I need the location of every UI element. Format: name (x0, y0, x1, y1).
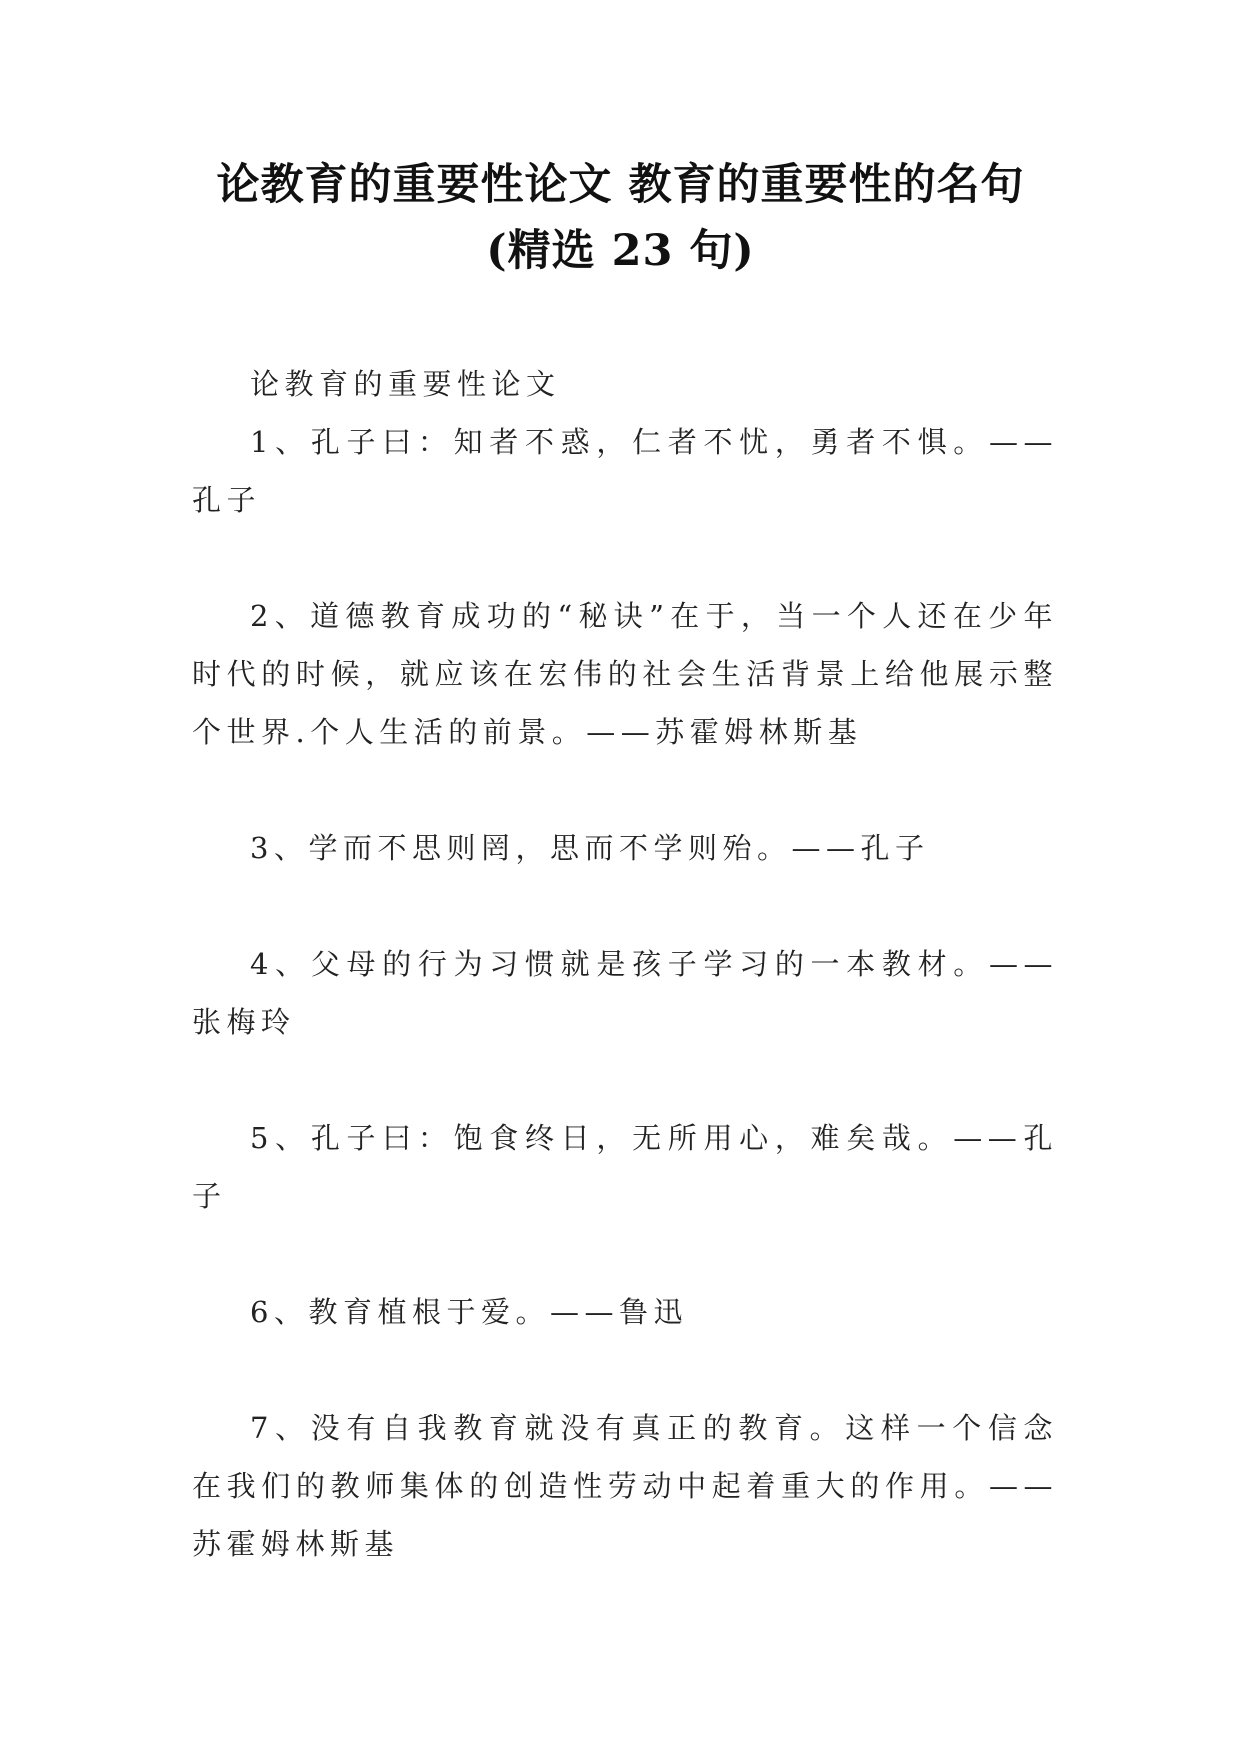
quote-item: 3、学而不思则罔，思而不学则殆。——孔子 (250, 831, 930, 865)
title-line-1: 论教育的重要性论文 教育的重要性的名句 (216, 160, 1025, 210)
document-body (192, 355, 1058, 1573)
document-title (150, 152, 1091, 284)
quote-item: 1、孔子曰：知者不惑，仁者不忧，勇者不惧。——孔子 (192, 425, 1058, 517)
section-heading: 论教育的重要性论文 (250, 367, 561, 401)
quote-item: 4、父母的行为习惯就是孩子学习的一本教材。——张梅玲 (192, 947, 1058, 1039)
quote-item: 7、没有自我教育就没有真正的教育。这样一个信念在我们的教师集体的创造性劳动中起着重大的作用。——苏霍姆林斯基 (192, 1411, 1058, 1561)
quote-item: 6、教育植根于爱。——鲁迅 (250, 1295, 688, 1329)
paragraph-spacer (192, 1225, 1058, 1283)
paragraph-spacer (192, 1341, 1058, 1399)
title-line-2: (精选 23 句) (486, 226, 755, 276)
paragraph-spacer (192, 529, 1058, 587)
quote-item: 5、孔子曰：饱食终日，无所用心，难矣哉。——孔子 (192, 1121, 1058, 1213)
quote-item: 2、道德教育成功的“秘诀”在于，当一个人还在少年时代的时候，就应该在宏伟的社会生活背景上给他展示整个世界.个人生活的前景。——苏霍姆林斯基 (192, 599, 1058, 749)
paragraph-spacer (192, 1051, 1058, 1109)
paragraph-spacer (192, 761, 1058, 819)
paragraph-spacer (192, 877, 1058, 935)
